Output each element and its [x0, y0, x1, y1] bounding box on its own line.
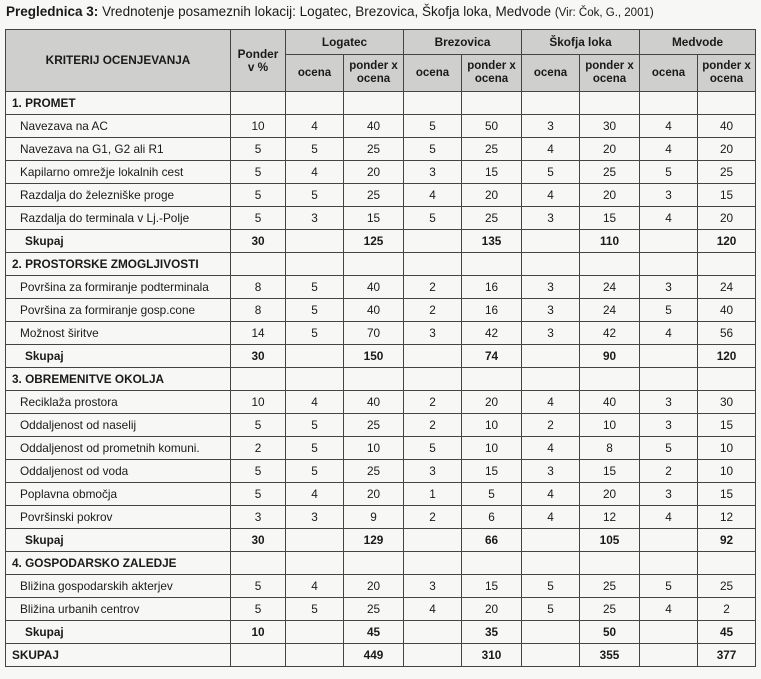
weighted-cell: 8: [580, 437, 640, 460]
score-cell: 5: [286, 598, 344, 621]
table-row: [6, 322, 756, 345]
score-cell: 5: [286, 276, 344, 299]
header-weight: Ponder v %: [231, 30, 286, 92]
weighted-cell: 16: [462, 276, 522, 299]
score-cell: 4: [640, 322, 698, 345]
weight-cell: 10: [231, 621, 286, 644]
header-weighted: ponder x ocena: [698, 55, 756, 92]
caption-label: Preglednica 3:: [6, 4, 99, 19]
weighted-cell: 150: [344, 345, 404, 368]
row-label: Skupaj: [6, 345, 231, 368]
score-cell: [522, 230, 580, 253]
score-cell: 5: [404, 437, 462, 460]
score-cell: 3: [640, 391, 698, 414]
score-cell: 3: [522, 322, 580, 345]
weighted-cell: [344, 253, 404, 276]
header-score: ocena: [286, 55, 344, 92]
score-cell: 5: [286, 460, 344, 483]
score-cell: 3: [404, 460, 462, 483]
weighted-cell: 105: [580, 529, 640, 552]
section-title: 1. PROMET: [6, 92, 231, 115]
score-cell: [522, 253, 580, 276]
weighted-cell: 15: [462, 161, 522, 184]
weighted-cell: 25: [698, 575, 756, 598]
weight-cell: 8: [231, 276, 286, 299]
table-row: [6, 115, 756, 138]
header-location-logatec: Logatec: [286, 30, 404, 55]
weighted-cell: 40: [344, 115, 404, 138]
weighted-cell: [462, 368, 522, 391]
table-body: [6, 92, 756, 667]
weighted-cell: [698, 368, 756, 391]
table-row: [6, 460, 756, 483]
weight-cell: 5: [231, 575, 286, 598]
weighted-cell: 25: [580, 598, 640, 621]
weighted-cell: 10: [344, 437, 404, 460]
header-weighted: ponder x ocena: [462, 55, 522, 92]
weighted-cell: 25: [344, 598, 404, 621]
weighted-cell: 12: [698, 506, 756, 529]
row-label: Razdalja do železniške proge: [6, 184, 231, 207]
weighted-cell: 20: [580, 483, 640, 506]
weighted-cell: 40: [698, 115, 756, 138]
row-label: Površina za formiranje gosp.cone: [6, 299, 231, 322]
weighted-cell: 50: [580, 621, 640, 644]
score-cell: [640, 552, 698, 575]
score-cell: [404, 345, 462, 368]
weighted-cell: 92: [698, 529, 756, 552]
subtotal-row: [6, 529, 756, 552]
score-cell: 4: [522, 437, 580, 460]
weighted-cell: 30: [580, 115, 640, 138]
row-label: Bližina urbanih centrov: [6, 598, 231, 621]
weighted-cell: 10: [698, 460, 756, 483]
weight-cell: 3: [231, 506, 286, 529]
weighted-cell: 355: [580, 644, 640, 667]
weighted-cell: 45: [698, 621, 756, 644]
score-cell: 4: [404, 598, 462, 621]
row-label: Bližina gospodarskih akterjev: [6, 575, 231, 598]
row-label: Skupaj: [6, 230, 231, 253]
weighted-cell: 12: [580, 506, 640, 529]
weighted-cell: 20: [580, 138, 640, 161]
score-cell: [522, 368, 580, 391]
row-label: Navezava na AC: [6, 115, 231, 138]
weighted-cell: 110: [580, 230, 640, 253]
header-criterion: KRITERIJ OCENJEVANJA: [6, 30, 231, 92]
table-row: [6, 276, 756, 299]
score-cell: 3: [286, 207, 344, 230]
subtotal-row: [6, 230, 756, 253]
weighted-cell: 35: [462, 621, 522, 644]
row-label: Poplavna območja: [6, 483, 231, 506]
score-cell: [286, 368, 344, 391]
score-cell: 5: [522, 575, 580, 598]
weight-cell: 30: [231, 529, 286, 552]
table-row: [6, 299, 756, 322]
weighted-cell: [344, 552, 404, 575]
weighted-cell: 25: [344, 138, 404, 161]
weight-cell: [231, 253, 286, 276]
score-cell: 3: [640, 483, 698, 506]
weighted-cell: 24: [698, 276, 756, 299]
score-cell: [286, 529, 344, 552]
score-cell: 5: [286, 414, 344, 437]
weighted-cell: 56: [698, 322, 756, 345]
score-cell: 4: [286, 161, 344, 184]
weight-cell: 5: [231, 460, 286, 483]
table-row: [6, 483, 756, 506]
score-cell: [522, 621, 580, 644]
table-row: [6, 391, 756, 414]
table-row: [6, 184, 756, 207]
section-row: [6, 368, 756, 391]
weighted-cell: 42: [462, 322, 522, 345]
weighted-cell: 20: [462, 391, 522, 414]
score-cell: 4: [522, 483, 580, 506]
weighted-cell: 20: [698, 138, 756, 161]
weighted-cell: 15: [462, 575, 522, 598]
weighted-cell: 70: [344, 322, 404, 345]
weight-cell: [231, 92, 286, 115]
weighted-cell: 50: [462, 115, 522, 138]
score-cell: 5: [640, 575, 698, 598]
weighted-cell: [698, 92, 756, 115]
table-row: [6, 414, 756, 437]
score-cell: 4: [286, 115, 344, 138]
score-cell: [286, 345, 344, 368]
weighted-cell: [580, 253, 640, 276]
weighted-cell: 25: [344, 460, 404, 483]
row-label: Oddaljenost od naselij: [6, 414, 231, 437]
score-cell: [522, 345, 580, 368]
score-cell: 3: [404, 161, 462, 184]
score-cell: [640, 345, 698, 368]
weighted-cell: 129: [344, 529, 404, 552]
section-row: [6, 253, 756, 276]
weighted-cell: 20: [580, 184, 640, 207]
table-row: [6, 161, 756, 184]
score-cell: [404, 621, 462, 644]
caption-source: (Vir: Čok, G., 2001): [554, 7, 654, 19]
weighted-cell: 20: [462, 184, 522, 207]
weight-cell: 5: [231, 138, 286, 161]
weight-cell: 10: [231, 391, 286, 414]
weighted-cell: [580, 552, 640, 575]
total-row: [6, 644, 756, 667]
weighted-cell: 120: [698, 230, 756, 253]
score-cell: 4: [404, 184, 462, 207]
score-cell: 5: [404, 115, 462, 138]
score-cell: [404, 368, 462, 391]
score-cell: [404, 253, 462, 276]
weighted-cell: 2: [698, 598, 756, 621]
score-cell: 3: [404, 322, 462, 345]
weighted-cell: 120: [698, 345, 756, 368]
row-label: Skupaj: [6, 529, 231, 552]
score-cell: 4: [522, 184, 580, 207]
score-cell: 5: [286, 184, 344, 207]
weighted-cell: 6: [462, 506, 522, 529]
score-cell: [286, 230, 344, 253]
row-label: Skupaj: [6, 621, 231, 644]
score-cell: [404, 92, 462, 115]
score-cell: [522, 644, 580, 667]
score-cell: [640, 644, 698, 667]
weighted-cell: 30: [698, 391, 756, 414]
weighted-cell: 10: [462, 437, 522, 460]
weighted-cell: 40: [698, 299, 756, 322]
score-cell: 3: [522, 299, 580, 322]
score-cell: [640, 253, 698, 276]
score-cell: 4: [286, 483, 344, 506]
weight-cell: 5: [231, 414, 286, 437]
weighted-cell: [580, 368, 640, 391]
score-cell: [640, 230, 698, 253]
weighted-cell: 24: [580, 299, 640, 322]
weight-cell: 5: [231, 483, 286, 506]
evaluation-table: [5, 29, 756, 667]
score-cell: [286, 253, 344, 276]
weighted-cell: 20: [344, 483, 404, 506]
weighted-cell: 5: [462, 483, 522, 506]
score-cell: 2: [404, 414, 462, 437]
weighted-cell: 25: [698, 161, 756, 184]
score-cell: 5: [286, 437, 344, 460]
weighted-cell: 24: [580, 276, 640, 299]
weighted-cell: 40: [580, 391, 640, 414]
weighted-cell: 40: [344, 391, 404, 414]
header-score: ocena: [640, 55, 698, 92]
weighted-cell: [462, 92, 522, 115]
weighted-cell: 135: [462, 230, 522, 253]
score-cell: 4: [522, 391, 580, 414]
score-cell: [404, 529, 462, 552]
score-cell: [522, 529, 580, 552]
weighted-cell: 10: [698, 437, 756, 460]
weight-cell: [231, 368, 286, 391]
weight-cell: 5: [231, 161, 286, 184]
weighted-cell: 25: [580, 161, 640, 184]
score-cell: 3: [286, 506, 344, 529]
weighted-cell: [580, 92, 640, 115]
score-cell: 5: [640, 437, 698, 460]
section-title: 3. OBREMENITVE OKOLJA: [6, 368, 231, 391]
score-cell: 4: [286, 391, 344, 414]
score-cell: [286, 552, 344, 575]
score-cell: 5: [286, 138, 344, 161]
weighted-cell: 10: [580, 414, 640, 437]
header-weighted: ponder x ocena: [580, 55, 640, 92]
row-label: Reciklaža prostora: [6, 391, 231, 414]
weighted-cell: 15: [344, 207, 404, 230]
score-cell: 2: [404, 506, 462, 529]
weight-cell: [231, 552, 286, 575]
weighted-cell: 74: [462, 345, 522, 368]
score-cell: 5: [404, 207, 462, 230]
weighted-cell: 377: [698, 644, 756, 667]
weighted-cell: 90: [580, 345, 640, 368]
header-location-skofja-loka: Škofja loka: [522, 30, 640, 55]
table-caption: [6, 4, 654, 19]
score-cell: 3: [522, 276, 580, 299]
score-cell: 5: [640, 161, 698, 184]
score-cell: 3: [522, 460, 580, 483]
score-cell: [404, 644, 462, 667]
weighted-cell: 20: [462, 598, 522, 621]
caption-title: Vrednotenje posameznih lokacij: Logatec, Brezovica, Škofja loka, Medvode: [102, 4, 552, 19]
score-cell: 3: [640, 276, 698, 299]
score-cell: 4: [522, 506, 580, 529]
score-cell: 5: [286, 299, 344, 322]
table-row: [6, 598, 756, 621]
row-label: Kapilarno omrežje lokalnih cest: [6, 161, 231, 184]
weighted-cell: 25: [462, 207, 522, 230]
row-label: Površina za formiranje podterminala: [6, 276, 231, 299]
weighted-cell: 25: [344, 184, 404, 207]
subtotal-row: [6, 621, 756, 644]
score-cell: 5: [286, 322, 344, 345]
weight-cell: [231, 644, 286, 667]
score-cell: 4: [640, 598, 698, 621]
weight-cell: 5: [231, 207, 286, 230]
score-cell: 2: [404, 276, 462, 299]
score-cell: 5: [404, 138, 462, 161]
row-label: Možnost širitve: [6, 322, 231, 345]
weighted-cell: 40: [344, 299, 404, 322]
weighted-cell: [462, 552, 522, 575]
row-label: SKUPAJ: [6, 644, 231, 667]
row-label: Navezava na G1, G2 ali R1: [6, 138, 231, 161]
weighted-cell: 15: [698, 414, 756, 437]
score-cell: [640, 621, 698, 644]
weight-cell: 5: [231, 598, 286, 621]
table-row: [6, 207, 756, 230]
weighted-cell: 15: [698, 483, 756, 506]
score-cell: 4: [522, 138, 580, 161]
score-cell: 3: [640, 414, 698, 437]
weighted-cell: [344, 92, 404, 115]
score-cell: 2: [522, 414, 580, 437]
score-cell: 4: [640, 207, 698, 230]
weighted-cell: 66: [462, 529, 522, 552]
table-row: [6, 575, 756, 598]
weighted-cell: 15: [462, 460, 522, 483]
section-row: [6, 92, 756, 115]
section-title: 2. PROSTORSKE ZMOGLJIVOSTI: [6, 253, 231, 276]
weighted-cell: 449: [344, 644, 404, 667]
table-row: [6, 138, 756, 161]
score-cell: 5: [522, 598, 580, 621]
score-cell: [522, 92, 580, 115]
weight-cell: 5: [231, 184, 286, 207]
weighted-cell: 15: [580, 207, 640, 230]
weighted-cell: 45: [344, 621, 404, 644]
weighted-cell: [344, 368, 404, 391]
header-weighted: ponder x ocena: [344, 55, 404, 92]
weighted-cell: 16: [462, 299, 522, 322]
score-cell: [522, 552, 580, 575]
weighted-cell: 20: [698, 207, 756, 230]
score-cell: [404, 552, 462, 575]
weighted-cell: 20: [344, 161, 404, 184]
weighted-cell: 42: [580, 322, 640, 345]
score-cell: 5: [522, 161, 580, 184]
weighted-cell: 10: [462, 414, 522, 437]
table-row: [6, 506, 756, 529]
score-cell: [286, 621, 344, 644]
score-cell: [640, 529, 698, 552]
score-cell: [286, 644, 344, 667]
weight-cell: 10: [231, 115, 286, 138]
score-cell: 1: [404, 483, 462, 506]
score-cell: [404, 230, 462, 253]
weighted-cell: [698, 253, 756, 276]
weight-cell: 30: [231, 345, 286, 368]
row-label: Površinski pokrov: [6, 506, 231, 529]
score-cell: 4: [286, 575, 344, 598]
weighted-cell: [462, 253, 522, 276]
weighted-cell: 15: [580, 460, 640, 483]
table-row: [6, 437, 756, 460]
weighted-cell: 20: [344, 575, 404, 598]
header-location-medvode: Medvode: [640, 30, 756, 55]
section-row: [6, 552, 756, 575]
score-cell: [640, 92, 698, 115]
score-cell: 4: [640, 115, 698, 138]
weighted-cell: [698, 552, 756, 575]
weighted-cell: 125: [344, 230, 404, 253]
section-title: 4. GOSPODARSKO ZALEDJE: [6, 552, 231, 575]
weighted-cell: 15: [698, 184, 756, 207]
weight-cell: 2: [231, 437, 286, 460]
weight-cell: 30: [231, 230, 286, 253]
header-score: ocena: [522, 55, 580, 92]
score-cell: 4: [640, 138, 698, 161]
score-cell: 3: [522, 207, 580, 230]
header-location-brezovica: Brezovica: [404, 30, 522, 55]
weight-cell: 8: [231, 299, 286, 322]
score-cell: 3: [404, 575, 462, 598]
score-cell: [286, 92, 344, 115]
row-label: Razdalja do terminala v Lj.-Polje: [6, 207, 231, 230]
score-cell: 4: [640, 506, 698, 529]
weighted-cell: 310: [462, 644, 522, 667]
weighted-cell: 25: [344, 414, 404, 437]
weight-cell: 14: [231, 322, 286, 345]
weighted-cell: 40: [344, 276, 404, 299]
score-cell: 2: [404, 391, 462, 414]
score-cell: 3: [640, 184, 698, 207]
weighted-cell: 9: [344, 506, 404, 529]
row-label: Oddaljenost od prometnih komuni.: [6, 437, 231, 460]
score-cell: [640, 368, 698, 391]
subtotal-row: [6, 345, 756, 368]
row-label: Oddaljenost od voda: [6, 460, 231, 483]
score-cell: 5: [640, 299, 698, 322]
score-cell: 2: [640, 460, 698, 483]
score-cell: 3: [522, 115, 580, 138]
weighted-cell: 25: [462, 138, 522, 161]
header-score: ocena: [404, 55, 462, 92]
weighted-cell: 25: [580, 575, 640, 598]
score-cell: 2: [404, 299, 462, 322]
